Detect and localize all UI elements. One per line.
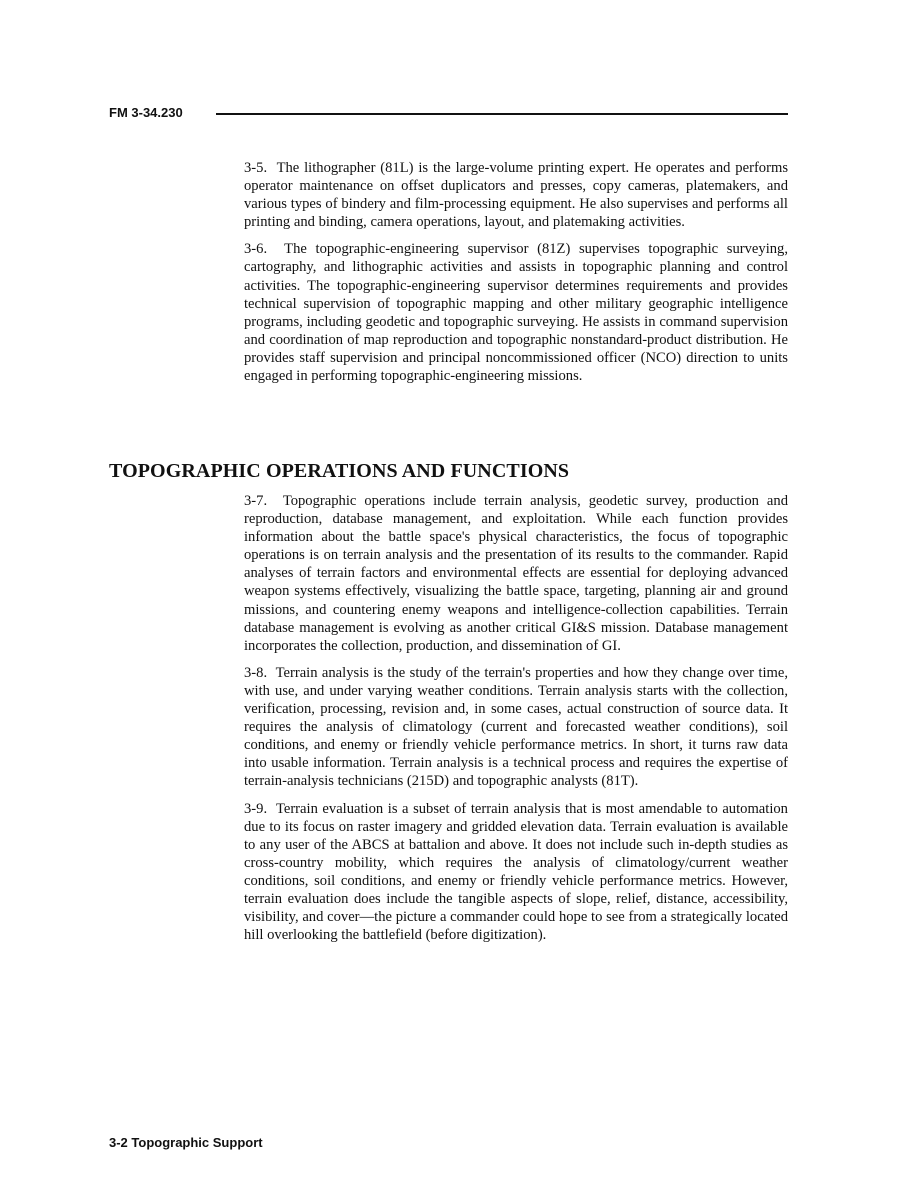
paragraph-3-9 (244, 800, 788, 945)
body-column-section (244, 492, 788, 944)
paragraph-number: 3-6. (244, 241, 268, 258)
header-rule (216, 113, 788, 115)
paragraph-3-6 (244, 240, 788, 385)
paragraph-number: 3-8. (244, 664, 268, 681)
running-header-doc-id: FM 3-34.230 (109, 105, 183, 120)
paragraph-number: 3-9. (244, 800, 268, 817)
paragraph-3-8 (244, 664, 788, 791)
paragraph-number: 3-7. (244, 493, 268, 509)
paragraph-number: 3-5. (244, 160, 268, 176)
section-heading: TOPOGRAPHIC OPERATIONS AND FUNCTIONS (109, 460, 570, 482)
paragraph-text: The lithographer (81L) is the large-volume printing expert. He operates and performs operator maintenance on offset duplicators and presses, copy cameras, platemakers, and various types of bindery and film-processing equipment. He also supervises and performs all printing and binding, camera operations, layout, and platemaking activities. (244, 160, 788, 231)
paragraph-text: Terrain analysis is the study of the terrain's properties and how they change over time, with use, and under varying weather conditions. Terrain analysis starts with the collection, verification, processing, revision and, in some cases, actual construction of source data. It requires the analysis of climatology (current and forecasted weather conditions), soil conditions, and enemy or friendly vehicle performance metrics. In short, it turns raw data into usable information. Terrain analysis is a technical process and requires the expertise of terrain-analysis technicians (215D) and topographic analysts (81T). (244, 664, 788, 790)
paragraph-3-7 (244, 492, 788, 655)
paragraph-text: Terrain evaluation is a subset of terrain analysis that is most amendable to automation due to its focus on raster imagery and gridded elevation data. Terrain evaluation is available to any user of the ABCS at battalion and above. It does not include such in-depth studies as cross-country mobility, which requires the analysis of climatology/current weather conditions, soil conditions, and enemy or friendly vehicle performance metrics. However, terrain evaluation does include the tangible aspects of slope, relief, distance, accessibility, visibility, and cover—the picture a commander could hope to see from a strategically located hill overlooking the battlefield (before digitization). (244, 800, 788, 944)
paragraph-text: Topographic operations include terrain analysis, geodetic survey, production and reproduction, database management, and exploitation. While each function provides information about the battle space's physical characteristics, the focus of topographic operations is on terrain analysis and the presentation of its results to the commander. Rapid analyses of terrain factors and environmental effects are essential for deploying advanced weapon systems effectively, visualizing the battle space, targeting, planning air and ground missions, and countering enemy weapons and intelligence-collection capabilities. Terrain database management is evolving as another critical GI&S mission. Database management incorporates the collection, production, and dissemination of GI. (244, 493, 788, 654)
paragraph-3-5 (244, 159, 788, 231)
paragraph-text: The topographic-engineering supervisor (81Z) supervises topographic surveying, cartography, and lithographic activities and assists in topographic planning and control activities. The topographic-engineering supervisor determines requirements and provides technical supervision of topographic mapping and other military geographic intelligence programs, including geodetic and topographic surveying. He assists in command supervision and coordination of map reproduction and topographic nonstandard-product distribution. He provides staff supervision and principal noncommissioned officer (NCO) direction to units engaged in performing topographic-engineering missions. (244, 241, 788, 385)
running-footer-page-label: 3-2 Topographic Support (109, 1135, 263, 1150)
body-column-intro (244, 159, 788, 385)
